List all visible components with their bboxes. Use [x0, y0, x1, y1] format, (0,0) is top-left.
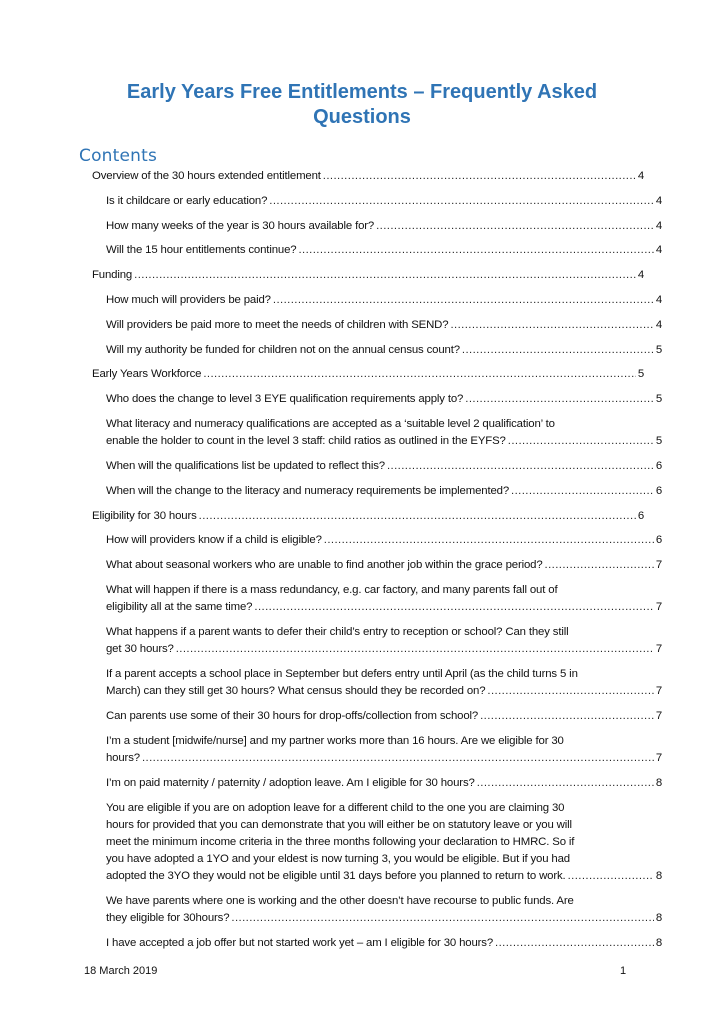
toc-page-number: 8 — [655, 870, 662, 883]
toc-entry-text: hours? — [106, 751, 140, 764]
document-title-line-2: Questions — [313, 106, 411, 128]
dot-leader — [254, 599, 653, 616]
toc-entry-text: get 30 hours? — [106, 643, 174, 656]
document-title-line-1: Early Years Free Entitlements – Frequently Asked — [126, 81, 598, 103]
dot-leader — [134, 267, 636, 284]
toc-entry-text: Funding — [92, 269, 133, 282]
toc-question-link[interactable] — [92, 218, 662, 235]
toc-question-link[interactable] — [92, 775, 662, 792]
dot-leader — [568, 868, 654, 885]
toc-entry-text: meet the minimum income criteria in the three months following your declaration to HMRC. So if — [106, 835, 575, 848]
dot-leader — [477, 775, 654, 792]
toc-question-link[interactable] — [92, 292, 662, 309]
footer-date: 18 March 2019 — [84, 965, 158, 977]
dot-leader — [487, 683, 653, 700]
toc-page-number: 6 — [655, 484, 662, 497]
dot-leader — [231, 910, 653, 927]
contents-heading: Contents — [79, 146, 158, 166]
toc-question-link[interactable] — [92, 242, 662, 259]
toc-section-link[interactable] — [92, 366, 644, 383]
toc-entry-text: Is it childcare or early education? — [106, 194, 268, 207]
toc-page-number: 8 — [655, 937, 662, 950]
toc-entry-text: Will the 15 hour entitlements continue? — [106, 244, 297, 257]
toc-entry-text: adopted the 3YO they would not be eligible until 31 days before you planned to return to work. — [106, 870, 566, 883]
dot-leader — [376, 218, 654, 235]
toc-entry-text: If a parent accepts a school place in September but defers entry until April (as the child turns 5 in — [106, 667, 578, 680]
toc-page-number: 7 — [655, 709, 662, 722]
toc-question-link[interactable] — [92, 532, 662, 549]
toc-entry-text: When will the change to the literacy and numeracy requirements be implemented? — [106, 484, 510, 497]
toc-entry-text: I’m on paid maternity / paternity / adoption leave. Am I eligible for 30 hours? — [106, 776, 475, 789]
dot-leader — [545, 557, 654, 574]
toc-entry-text: How will providers know if a child is eligible? — [106, 534, 322, 547]
toc-question-link[interactable] — [92, 666, 662, 700]
dot-leader — [324, 532, 654, 549]
toc-entry-text: I’m a student [midwife/nurse] and my partner works more than 16 hours. Are we eligible for 30 — [106, 734, 564, 747]
toc-page-number: 5 — [655, 435, 662, 448]
toc-question-link[interactable] — [92, 800, 662, 886]
toc-question-link[interactable] — [92, 624, 662, 658]
toc-question-link[interactable] — [92, 893, 662, 927]
dot-leader — [142, 750, 654, 767]
toc-page-number: 4 — [655, 244, 662, 257]
toc-page-number: 7 — [655, 601, 662, 614]
toc-page-number: 8 — [655, 912, 662, 925]
dot-leader — [450, 317, 653, 334]
toc-page-number: 5 — [655, 343, 662, 356]
toc-question-link[interactable] — [92, 416, 662, 450]
toc-entry-text: When will the qualifications list be updated to reflect this? — [106, 459, 385, 472]
toc-entry-text: What happens if a parent wants to defer their child’s entry to reception or school? Can they still — [106, 625, 569, 638]
document-title — [60, 80, 664, 130]
toc-entry-text: they eligible for 30hours? — [106, 912, 230, 925]
toc-entry-text: How much will providers be paid? — [106, 293, 271, 306]
dot-leader — [462, 342, 654, 359]
toc-entry-text: Will my authority be funded for children not on the annual census count? — [106, 343, 460, 356]
dot-leader — [508, 433, 654, 450]
toc-page-number: 6 — [637, 509, 644, 522]
toc-entry-text: Overview of the 30 hours extended entitlement — [92, 170, 321, 182]
dot-leader — [465, 391, 654, 408]
toc-entry-text: What will happen if there is a mass redundancy, e.g. car factory, and many parents fall out of — [106, 583, 558, 596]
dot-leader — [176, 641, 654, 658]
toc-entry-text: Can parents use some of their 30 hours for drop-offs/collection from school? — [106, 709, 479, 722]
toc-page-number: 5 — [637, 368, 644, 381]
toc-question-link[interactable] — [92, 193, 662, 210]
toc-page-number: 6 — [655, 534, 662, 547]
toc-question-link[interactable] — [92, 342, 662, 359]
toc-question-link[interactable] — [92, 458, 662, 475]
toc-page-number: 7 — [655, 751, 662, 764]
toc-question-link[interactable] — [92, 582, 662, 616]
toc-page-number: 4 — [655, 293, 662, 306]
toc-page-number: 7 — [655, 685, 662, 698]
toc-entry-text: eligibility all at the same time? — [106, 601, 253, 614]
toc-question-link[interactable] — [92, 708, 662, 725]
footer-page-number: 1 — [620, 965, 627, 977]
toc-entry-text: March) can they still get 30 hours? What census should they be recorded on? — [106, 685, 486, 698]
toc-entry-text: you have adopted a 1YO and your eldest is now turning 3, you would be eligible. But if you had — [106, 853, 570, 866]
toc-entry-text: enable the holder to count in the level 3 staff: child ratios as outlined in the EYFS? — [106, 435, 506, 448]
toc-page-number: 5 — [655, 393, 662, 406]
toc-entry-text: How many weeks of the year is 30 hours available for? — [106, 219, 375, 232]
toc-section-link[interactable] — [92, 168, 644, 185]
toc-question-link[interactable] — [92, 317, 662, 334]
toc-question-link[interactable] — [92, 483, 662, 500]
toc-page-number: 4 — [637, 269, 644, 282]
toc-entry-text: Will providers be paid more to meet the needs of children with SEND? — [106, 318, 449, 331]
table-of-contents — [92, 168, 662, 960]
toc-entry-text: We have parents where one is working and the other doesn’t have recourse to public funds. Are — [106, 895, 574, 908]
dot-leader — [495, 935, 654, 952]
dot-leader — [387, 458, 654, 475]
toc-question-link[interactable] — [92, 733, 662, 767]
toc-entry-text: Who does the change to level 3 EYE qualification requirements apply to? — [106, 393, 464, 406]
toc-section-link[interactable] — [92, 267, 644, 284]
toc-question-link[interactable] — [92, 557, 662, 574]
toc-page-number: 7 — [655, 559, 662, 572]
toc-page-number: 4 — [655, 318, 662, 331]
toc-entry-text: hours for provided that you can demonstrate that you will either be on statutory leave or you will — [106, 818, 572, 831]
toc-entry-text: What about seasonal workers who are unable to find another job within the grace period? — [106, 559, 543, 572]
toc-section-link[interactable] — [92, 508, 644, 525]
dot-leader — [273, 292, 654, 309]
dot-leader — [269, 193, 654, 210]
toc-entry-text: Early Years Workforce — [92, 368, 202, 381]
dot-leader — [323, 168, 636, 185]
toc-entry-text: I have accepted a job offer but not started work yet – am I eligible for 30 hours? — [106, 937, 494, 950]
toc-page-number: 7 — [655, 643, 662, 656]
toc-page-number: 6 — [655, 459, 662, 472]
toc-page-number: 4 — [637, 170, 644, 182]
toc-entry-text: What literacy and numeracy qualifications are accepted as a ‘suitable level 2 qualification’ to — [106, 417, 555, 430]
dot-leader — [511, 483, 654, 500]
toc-question-link[interactable] — [92, 935, 662, 952]
toc-entry-text: Eligibility for 30 hours — [92, 509, 197, 522]
toc-entry-text: You are eligible if you are on adoption leave for a different child to the one you are claiming 30 — [106, 801, 565, 814]
dot-leader — [480, 708, 654, 725]
toc-page-number: 4 — [655, 219, 662, 232]
dot-leader — [203, 366, 635, 383]
toc-question-link[interactable] — [92, 391, 662, 408]
dot-leader — [199, 508, 636, 525]
toc-page-number: 8 — [655, 776, 662, 789]
toc-page-number: 4 — [655, 194, 662, 207]
dot-leader — [298, 242, 653, 259]
